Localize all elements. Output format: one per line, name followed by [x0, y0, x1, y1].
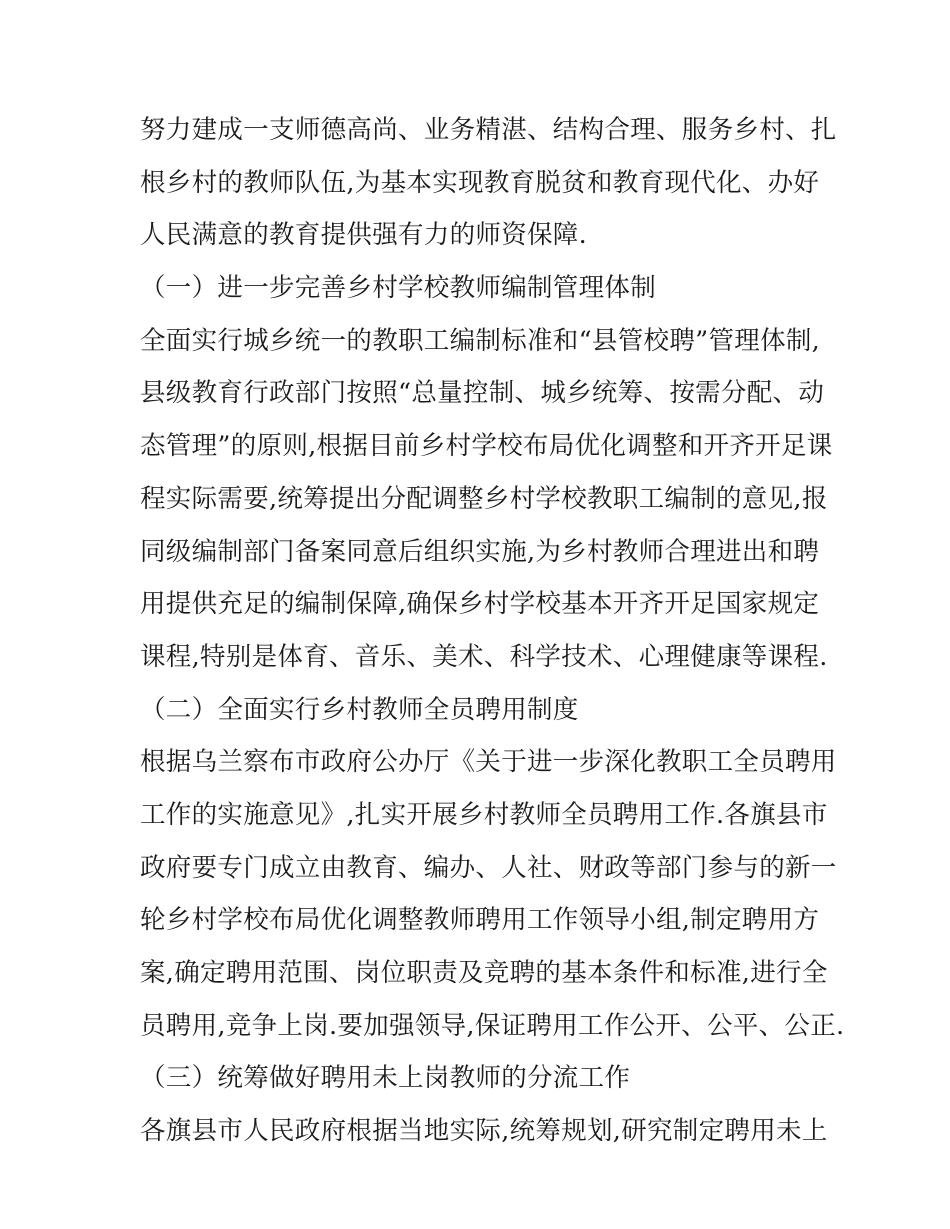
paragraph-line: 同级编制部门备案同意后组织实施,为乡村教师合理进出和聘	[140, 536, 820, 567]
paragraph-line: 努力建成一支师德高尚、业务精湛、结构合理、服务乡村、扎	[140, 115, 837, 145]
paragraph-line: 政府要专门成立由教育、编办、人社、财政等部门参与的新一	[140, 852, 837, 883]
paragraph-line: 各旗县市人民政府根据当地实际,统筹规划,研究制定聘用未上	[140, 1116, 828, 1147]
paragraph-line: 态管理”的原则,根据目前乡村学校布局优化调整和开齐开足课	[140, 431, 833, 462]
paragraph-line: 根乡村的教师队伍,为基本实现教育脱贫和教育现代化、办好	[140, 167, 820, 198]
paragraph-line: 员聘用,竞争上岗.要加强领导,保证聘用工作公开、公平、公正.	[140, 1010, 845, 1041]
paragraph-line: 县级教育行政部门按照“总量控制、城乡统筹、按需分配、动	[140, 378, 825, 409]
section-heading: （二）全面实行乡村教师全员聘用制度	[140, 694, 579, 725]
paragraph-line: 轮乡村学校布局优化调整教师聘用工作领导小组,制定聘用方	[140, 905, 820, 936]
paragraph-line: 程实际需要,统筹提出分配调整乡村学校教职工编制的意见,报	[140, 483, 828, 514]
section-heading: （一）进一步完善乡村学校教师编制管理体制	[140, 273, 657, 304]
paragraph-line: 根据乌兰察布市政府公办厅《关于进一步深化教职工全员聘用	[140, 747, 837, 778]
body-text	[140, 104, 845, 1158]
paragraph-line: 全面实行城乡统一的教职工编制标准和“县管校聘”管理体制,	[140, 325, 821, 356]
paragraph-line: 课程,特别是体育、音乐、美术、科学技术、心理健康等课程.	[140, 641, 828, 672]
paragraph-line: 人民满意的教育提供强有力的师资保障.	[140, 220, 588, 251]
paragraph-line: 工作的实施意见》,扎实开展乡村教师全员聘用工作.各旗县市	[140, 799, 828, 830]
section-heading: （三）统筹做好聘用未上岗教师的分流工作	[140, 1063, 631, 1094]
paragraph-line: 案,确定聘用范围、岗位职责及竞聘的基本条件和标准,进行全	[140, 958, 828, 988]
paragraph-line: 用提供充足的编制保障,确保乡村学校基本开齐开足国家规定	[140, 589, 820, 620]
